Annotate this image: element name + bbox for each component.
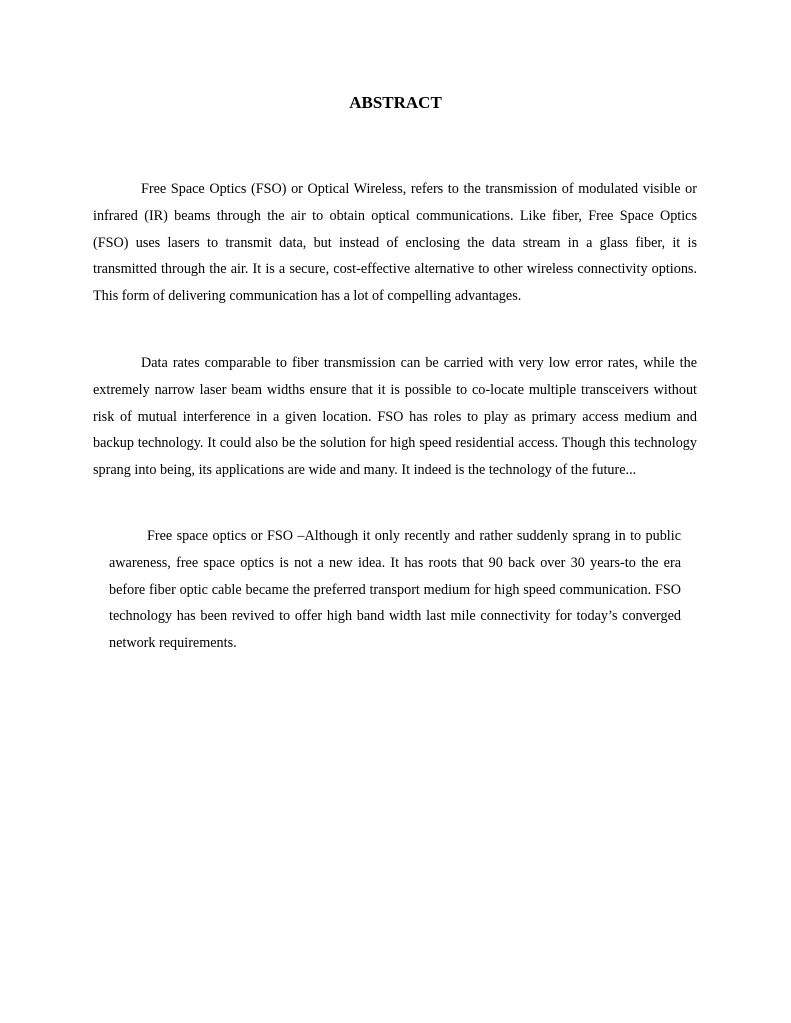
abstract-paragraph-2: Data rates comparable to fiber transmission can be carried with very low error rates, while the extremely narrow laser beam widths ensure that it is possible to co-locate multiple transceivers without risk of mutual interference in a given location. FSO has roles to play as primary access medium and backup technology. It could also be the solution for high speed residential access. Though this technology sprang into being, its applications are wide and many. It indeed is the technology of the future...: [93, 355, 697, 479]
page-title: ABSTRACT: [349, 93, 442, 112]
abstract-paragraph-3: Free space optics or FSO –Although it only recently and rather suddenly sprang in to public awareness, free space optics is not a new idea. It has roots that 90 back over 30 years-to the era before fiber optic cable became the preferred transport medium for high speed communication. FSO technology has been revived to offer high band width last mile connectivity for today’s converged network requirements.: [109, 528, 681, 652]
abstract-paragraph-1: Free Space Optics (FSO) or Optical Wireless, refers to the transmission of modulated visible or infrared (IR) beams through the air to obtain optical communications. Like fiber, Free Space Optics (FSO) uses lasers to transmit data, but instead of enclosing the data stream in a glass fiber, it is transmitted through the air. It is a secure, cost-effective alternative to other wireless connectivity options. This form of delivering communication has a lot of compelling advantages.: [93, 181, 697, 305]
